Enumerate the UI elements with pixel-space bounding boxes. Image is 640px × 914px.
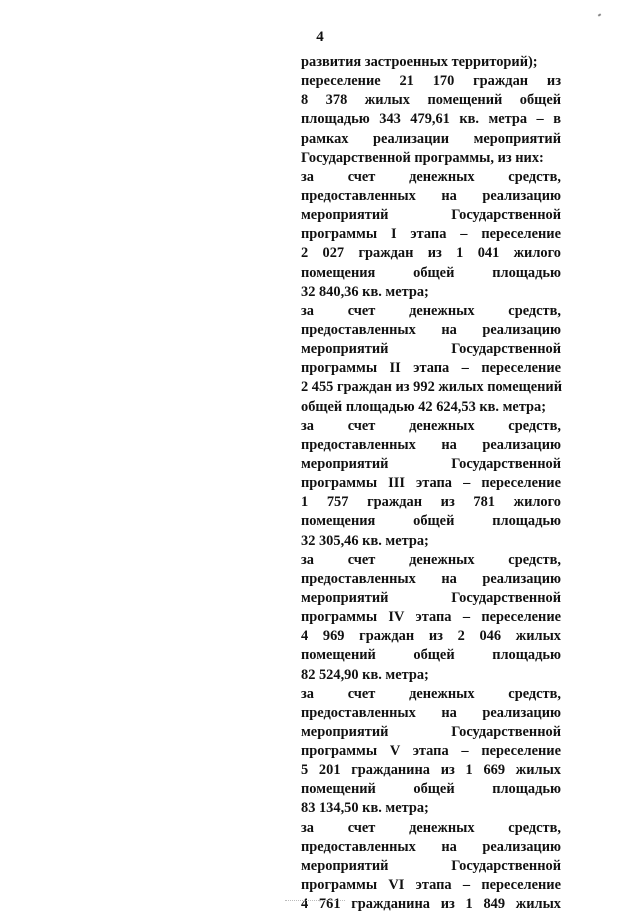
text-line: площадью 343 479,61 кв. метра – в (301, 111, 561, 128)
text-line: общей площадью 42 624,53 кв. метра; (301, 398, 547, 415)
text-line: 4 761 гражданина из 1 849 жилых (301, 896, 561, 913)
text-line: мероприятий Государственной (301, 341, 561, 358)
scan-mark (598, 13, 602, 16)
text-line: переселение 21 170 граждан из (301, 73, 561, 90)
page-number: 4 (316, 29, 324, 45)
text-line: Государственной программы, из них: (301, 149, 544, 166)
text-line: 4 969 граждан из 2 046 жилых (301, 628, 561, 645)
text-line: за счет денежных средств, (301, 168, 561, 185)
text-line: предоставленных на реализацию (301, 570, 561, 587)
text-line: предоставленных на реализацию (301, 187, 561, 204)
text-line: программы II этапа – переселение (301, 360, 561, 377)
text-line: 5 201 гражданина из 1 669 жилых (301, 762, 561, 779)
text-line: помещения общей площадью (301, 264, 561, 281)
text-line: предоставленных на реализацию (301, 838, 561, 855)
text-line: 83 134,50 кв. метра; (301, 800, 429, 817)
text-line: программы IV этапа – переселение (301, 609, 561, 626)
text-line: предоставленных на реализацию (301, 704, 561, 721)
text-line: 1 757 граждан из 781 жилого (301, 494, 561, 511)
text-line: 2 027 граждан из 1 041 жилого (301, 245, 561, 262)
text-line: программы III этапа – переселение (301, 475, 561, 492)
document-body (301, 53, 561, 914)
text-line: 82 524,90 кв. метра; (301, 666, 429, 683)
text-line: предоставленных на реализацию (301, 321, 561, 338)
text-line: помещений общей площадью (301, 647, 561, 664)
text-line: мероприятий Государственной (301, 455, 561, 472)
text-line: программы VI этапа – переселение (301, 877, 561, 894)
text-line: помещения общей площадью (301, 513, 561, 530)
text-line: программы V этапа – переселение (301, 743, 561, 760)
text-line: 8 378 жилых помещений общей (301, 92, 561, 109)
text-line: за счет денежных средств, (301, 417, 561, 434)
text-line: за счет денежных средств, (301, 551, 561, 568)
text-line: рамках реализации мероприятий (301, 130, 561, 147)
text-line: за счет денежных средств, (301, 819, 561, 836)
text-line: мероприятий Государственной (301, 723, 561, 740)
text-line: 32 840,36 кв. метра; (301, 283, 429, 300)
text-line: 2 455 граждан из 992 жилых помещений (301, 379, 563, 396)
text-line: предоставленных на реализацию (301, 436, 561, 453)
scan-edge-line (285, 900, 345, 901)
text-line: за счет денежных средств, (301, 685, 561, 702)
text-line: мероприятий Государственной (301, 589, 561, 606)
text-line: программы I этапа – переселение (301, 226, 561, 243)
text-line: помещений общей площадью (301, 781, 561, 798)
text-line: за счет денежных средств, (301, 302, 561, 319)
text-line: мероприятий Государственной (301, 857, 561, 874)
text-line: развития застроенных территорий); (301, 54, 538, 70)
text-line: 32 305,46 кв. метра; (301, 532, 429, 549)
text-line: мероприятий Государственной (301, 207, 561, 224)
